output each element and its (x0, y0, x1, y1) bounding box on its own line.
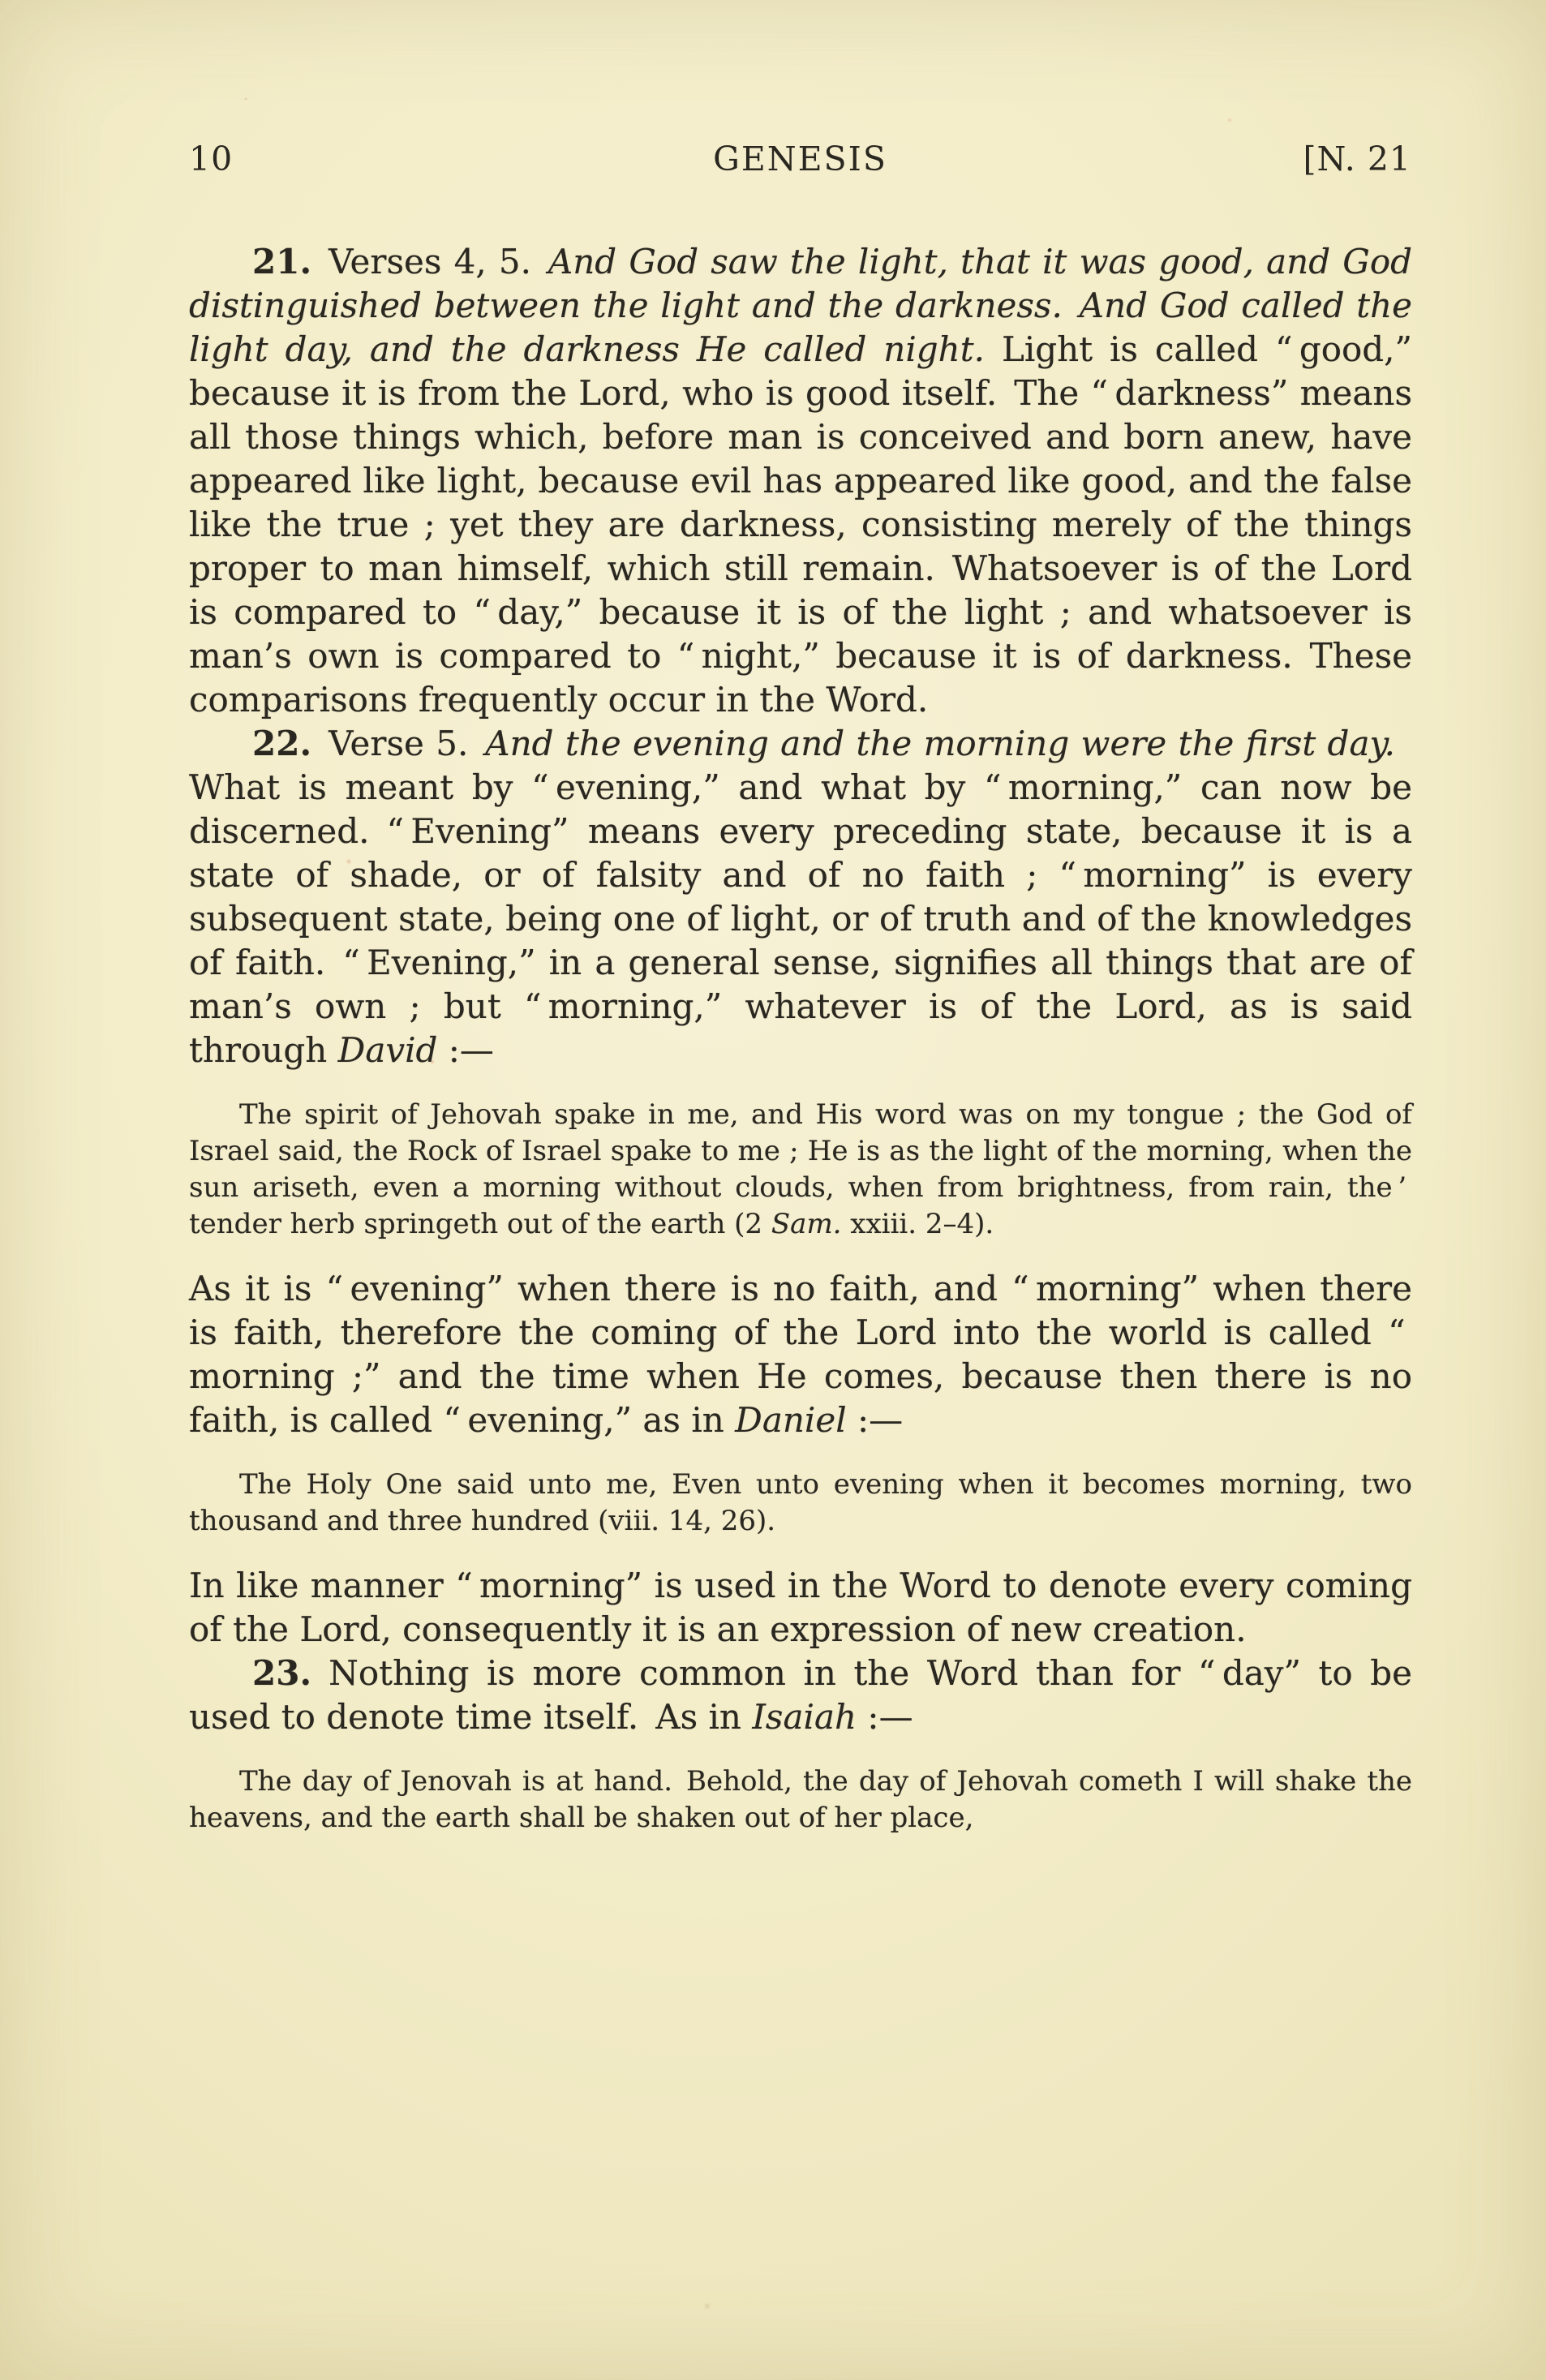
text-run: :— (437, 1030, 494, 1070)
paragraph (189, 722, 1412, 1072)
text-run: The Holy One said unto me, Even unto evening when it becomes morning, two thousand and three hundred (viii. 14, 26). (189, 1468, 1412, 1537)
text-run: xxiii. 2–4). (841, 1208, 994, 1240)
paragraph (189, 240, 1412, 722)
block-quote (189, 1467, 1412, 1540)
paragraph-number: 21. (252, 242, 312, 281)
page-body (189, 240, 1412, 1861)
italic-text-run: And the evening and the morning were the first day. (485, 724, 1395, 763)
paragraph-number: 22. (252, 724, 312, 763)
paragraph (189, 1652, 1412, 1739)
paragraph (189, 1564, 1412, 1652)
italic-text-run: David (337, 1030, 438, 1070)
paragraph-number: 23. (252, 1653, 312, 1693)
running-title: GENESIS (713, 140, 887, 178)
text-run: The day of Jenovah is at hand. Behold, the day of Jehovah cometh I will shake the heavens, and the earth shall be shaken out of her place, (189, 1765, 1412, 1834)
text-run: :— (846, 1400, 904, 1440)
text-run: What is meant by “ evening,” and what by “ morning,” can now be discerned. “ Evening” means every preceding state, because it is a state of shade, or of falsity and of no faith ; “ morning” is every subsequent state, being one of light, or of truth and of the knowledges of faith. “ Evening,” in a general sense, signifies all things that are of man’s own ; but “ morning,” whatever is of the Lord, as is said through (189, 724, 1412, 1070)
block-quote (189, 1764, 1412, 1837)
italic-text-run: Sam. (771, 1208, 842, 1240)
paragraph (189, 1267, 1412, 1442)
page-number: 10 (189, 140, 234, 178)
text-run: Nothing is more common in the Word than for “ day” to be used to denote time itself. As in (189, 1653, 1412, 1737)
text-run: The spirit of Jehovah spake in me, and His word was on my tongue ; the God of Israel said, the Rock of Israel spake to me ; He is as the light of the morning, when the sun ariseth, even a morning without clouds, when from brightness, from rain, the ’ tender herb springeth out of the earth (2 (189, 1098, 1412, 1240)
section-reference: [N. 21 (1303, 140, 1411, 178)
italic-text-run: Daniel (735, 1400, 847, 1440)
text-run: Verse 5. (311, 724, 486, 763)
text-run: In like manner “ morning” is used in the Word to denote every coming of the Lord, consequently it is an expression of new creation. (189, 1566, 1412, 1649)
page-header (189, 140, 1411, 178)
block-quote (189, 1097, 1412, 1243)
italic-text-run: And God saw the light, that it was good, and God distinguished between the light and the darkness. And God called the light day, and the darkness He called night. (189, 242, 1412, 369)
text-run: Verses 4, 5. (311, 242, 548, 281)
text-run: Light is called “ good,” because it is from the Lord, who is good itself. The “ darkness” means all those things which, before man is conceived and born anew, have appeared like light, because evil has appeared like good, and the false like the true ; yet they are darkness, consisting merely of the things proper to man himself, which still remain. Whatsoever is of the Lord is compared to “ day,” because it is of the light ; and whatsoever is man’s own is compared to “ night,” because it is of darkness. These comparisons frequently occur in the Word. (189, 329, 1412, 720)
text-run: :— (857, 1697, 913, 1737)
text-run: As it is “ evening” when there is no faith, and “ morning” when there is faith, therefore the coming of the Lord into the world is called “ morning ;” and the time when He comes, because then there is no faith, is called “ evening,” as in (189, 1269, 1412, 1440)
italic-text-run: Isaiah (752, 1697, 857, 1737)
